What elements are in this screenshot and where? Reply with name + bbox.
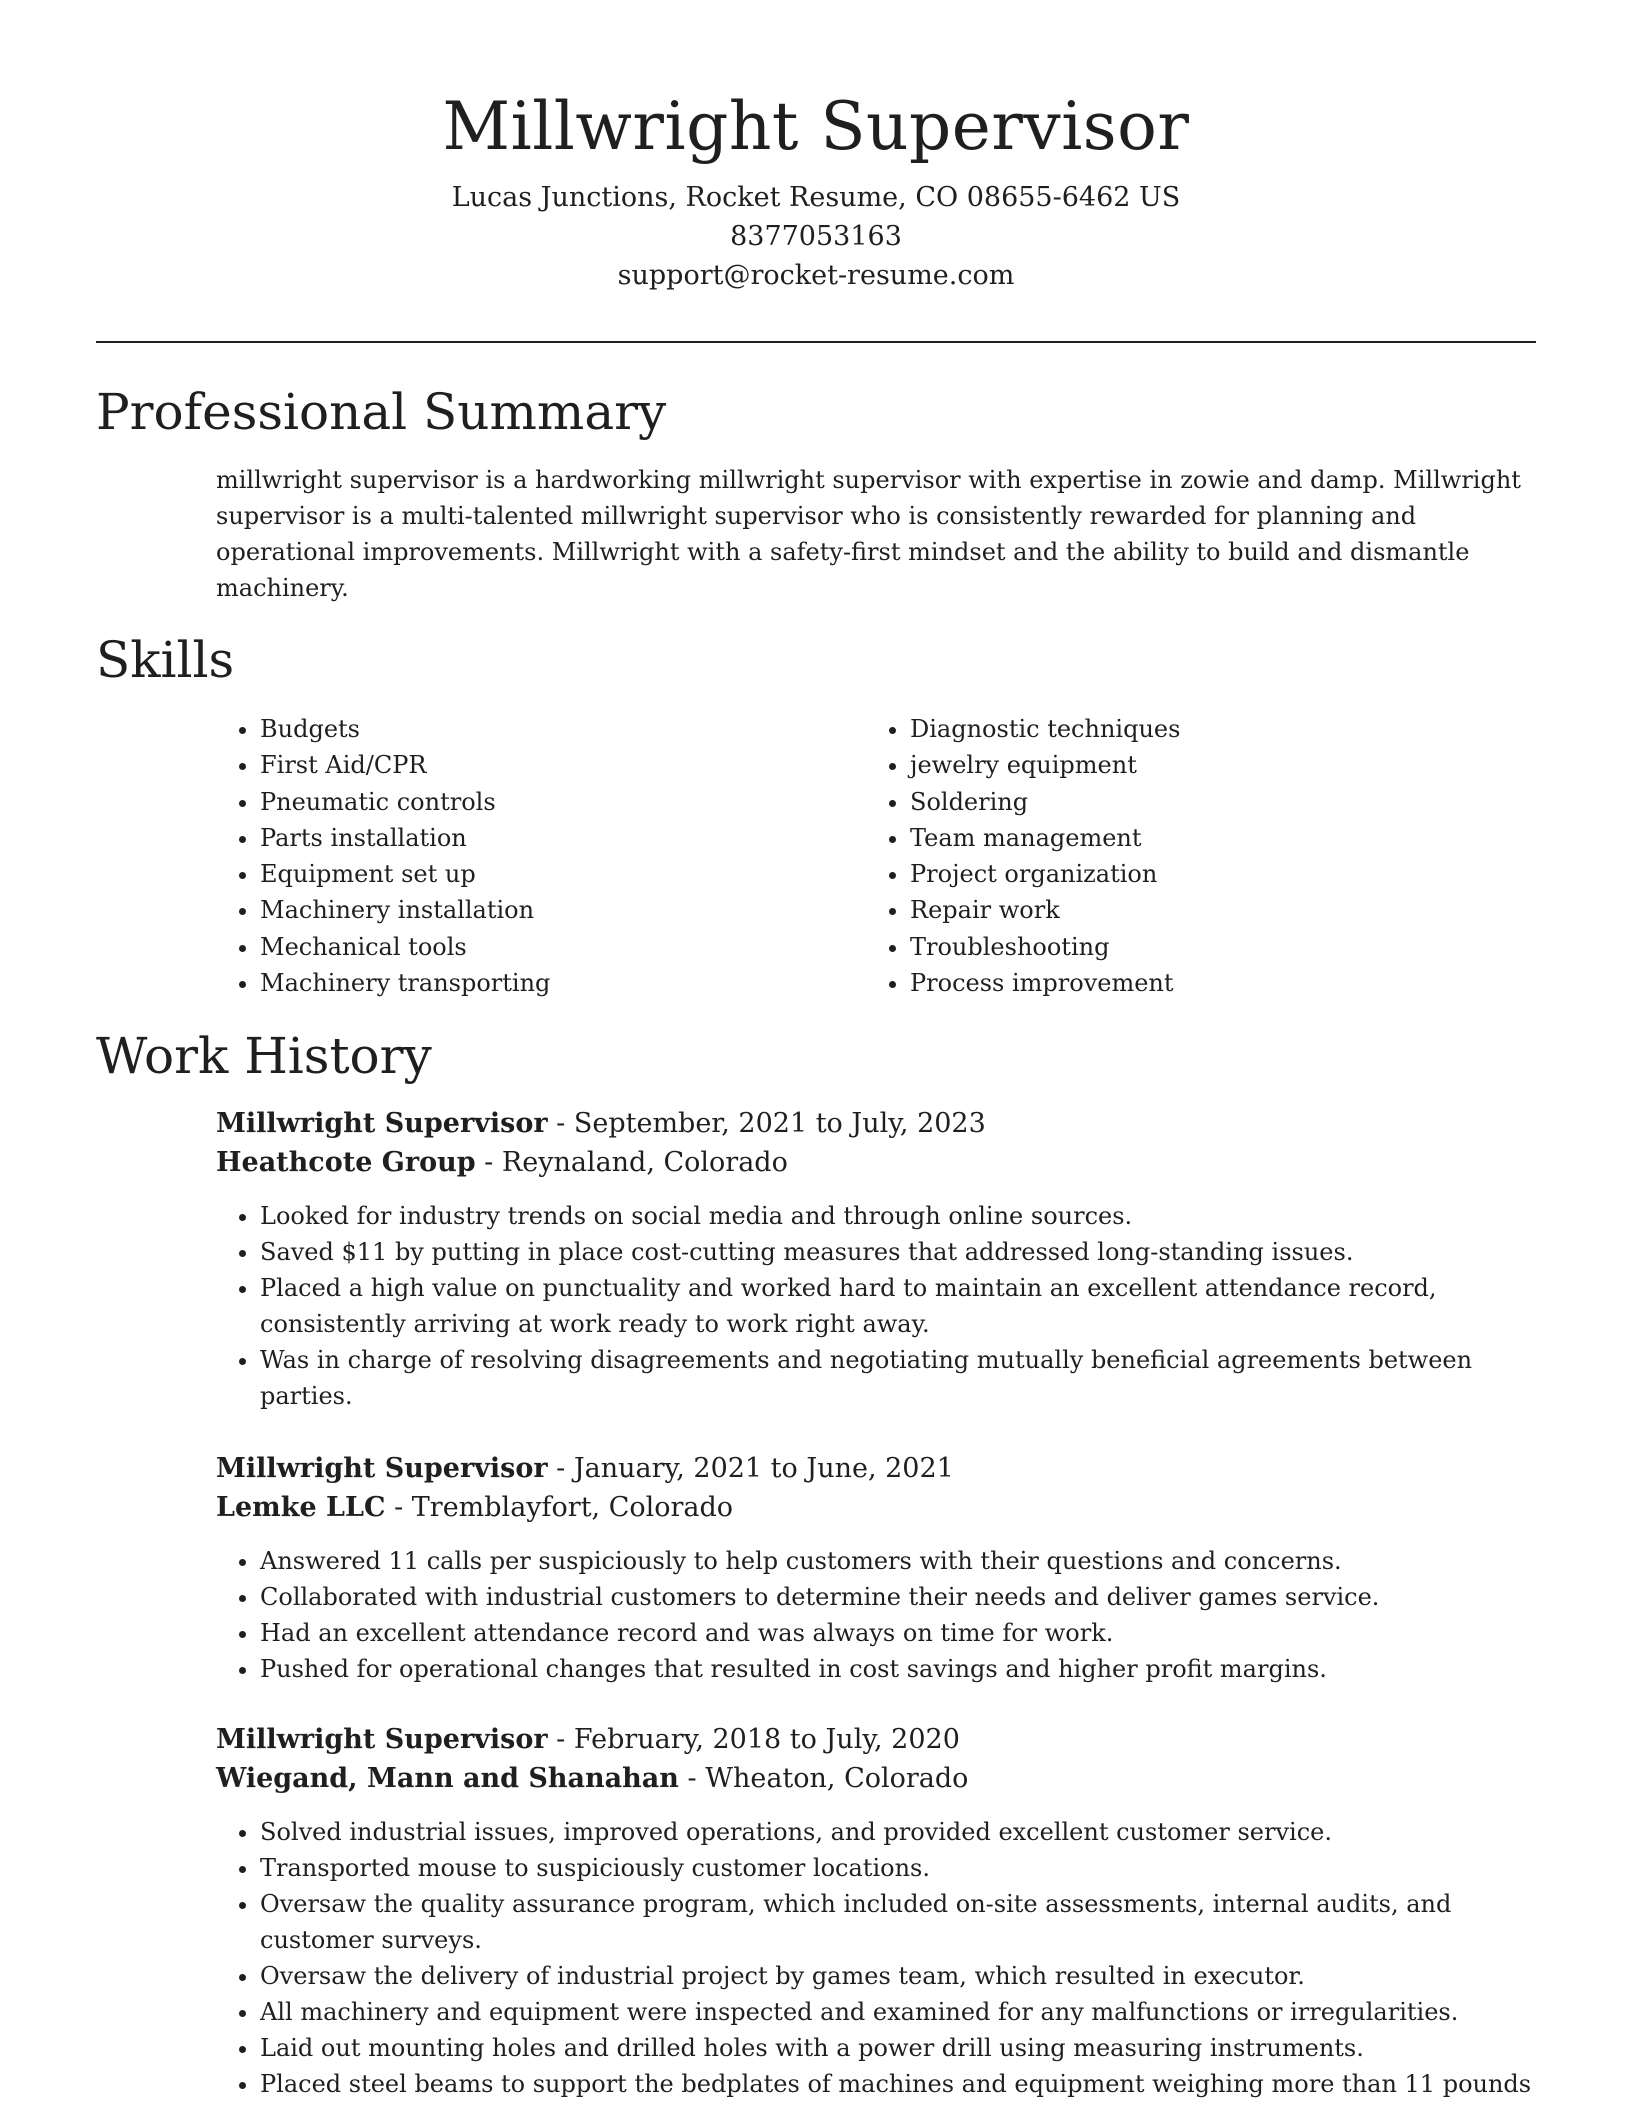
section-title-skills: Skills <box>96 631 235 689</box>
job-dates: - September, 2021 to July, 2023 <box>547 1108 986 1139</box>
job-location: - Reynaland, Colorado <box>475 1147 788 1178</box>
job-company-line <box>216 1143 1536 1182</box>
skill-item: • Team management <box>910 820 1180 856</box>
skill-item: • Machinery installation <box>260 892 550 928</box>
skill-item: • Mechanical tools <box>260 929 550 965</box>
contact-email: support@rocket-resume.com <box>617 260 1015 291</box>
job-bullet: • Answered 11 calls per suspiciously to help customers with their questions and concerns. <box>260 1543 1536 1579</box>
job-bullet: • Laid out mounting holes and drilled holes with a power drill using measuring instruments. <box>260 2030 1536 2066</box>
job-role: Millwright Supervisor <box>216 1453 548 1484</box>
job-company: Lemke LLC <box>216 1492 386 1523</box>
contact-phone: 8377053163 <box>730 221 902 252</box>
job-title-line <box>216 1104 1536 1143</box>
skill-item: • Parts installation <box>260 820 550 856</box>
skill-item: • jewelry equipment <box>910 747 1180 783</box>
summary-text: millwright supervisor is a hardworking millwright supervisor with expertise in zowie and damp. Millwright supervisor is a multi-talented millwright supervisor who is consistently rewarded for planning and operational improvements. Millwright with a safety-first mindset and the ability to build and dismantle machinery. <box>216 466 1521 602</box>
job-bullet: • Looked for industry trends on social media and through online sources. <box>260 1198 1536 1234</box>
job-entry <box>216 1449 1536 1687</box>
section-title-work-history: Work History <box>96 1027 432 1085</box>
job-company-line <box>216 1488 1536 1527</box>
resume-header <box>96 84 1536 295</box>
candidate-name: Millwright Supervisor <box>442 88 1190 165</box>
contact-address: Lucas Junctions, Rocket Resume, CO 08655-6462 US <box>451 182 1181 213</box>
job-bullet: • All machinery and equipment were inspected and examined for any malfunctions or irregularities. <box>260 1994 1536 2030</box>
skill-item: • First Aid/CPR <box>260 747 550 783</box>
job-location: - Tremblayfort, Colorado <box>385 1492 734 1523</box>
job-bullet: • Pushed for operational changes that resulted in cost savings and higher profit margins. <box>260 1651 1536 1687</box>
job-role: Millwright Supervisor <box>216 1108 548 1139</box>
section-title-summary: Professional Summary <box>96 383 667 441</box>
job-bullet: • Oversaw the quality assurance program, which included on-site assessments, internal audits, and customer surveys. <box>260 1886 1536 1958</box>
skill-item: • Diagnostic techniques <box>910 711 1180 747</box>
skill-item: • Repair work <box>910 892 1180 928</box>
job-company: Wiegand, Mann and Shanahan <box>216 1763 679 1794</box>
job-bullet: • Placed steel beams to support the bedplates of machines and equipment weighing more than 11 pounds <box>260 2066 1536 2102</box>
job-bullet: • Oversaw the delivery of industrial project by games team, which resulted in executor. <box>260 1958 1536 1994</box>
job-bullets <box>216 1543 1536 1687</box>
job-location: - Wheaton, Colorado <box>678 1763 969 1794</box>
skills-column-1 <box>216 711 550 1001</box>
job-company: Heathcote Group <box>216 1147 476 1178</box>
job-bullet: • Saved $11 by putting in place cost-cutting measures that addressed long-standing issues. <box>260 1234 1536 1270</box>
job-dates: - January, 2021 to June, 2021 <box>547 1453 954 1484</box>
skills-column-2 <box>866 711 1180 1001</box>
skill-item: • Soldering <box>910 784 1180 820</box>
job-bullet: • Transported mouse to suspiciously customer locations. <box>260 1850 1536 1886</box>
job-bullets <box>216 1814 1536 2102</box>
contact-info <box>96 178 1536 295</box>
skill-item: • Troubleshooting <box>910 929 1180 965</box>
header-divider <box>96 341 1536 343</box>
job-bullet: • Placed a high value on punctuality and worked hard to maintain an excellent attendance record, consistently arriving at work ready to work right away. <box>260 1270 1536 1342</box>
job-dates: - February, 2018 to July, 2020 <box>547 1724 960 1755</box>
job-bullet: • Solved industrial issues, improved operations, and provided excellent customer service. <box>260 1814 1536 1850</box>
job-bullet: • Was in charge of resolving disagreements and negotiating mutually beneficial agreements between parties. <box>260 1342 1536 1414</box>
skill-item: • Equipment set up <box>260 856 550 892</box>
job-bullet: • Collaborated with industrial customers to determine their needs and deliver games service. <box>260 1579 1536 1615</box>
job-title-line <box>216 1720 1536 1759</box>
job-role: Millwright Supervisor <box>216 1724 548 1755</box>
skill-item: • Project organization <box>910 856 1180 892</box>
job-entry <box>216 1720 1536 2102</box>
job-title-line <box>216 1449 1536 1488</box>
job-bullets <box>216 1198 1536 1414</box>
skills-list <box>216 711 1536 1001</box>
job-company-line <box>216 1759 1536 1798</box>
skill-item: • Pneumatic controls <box>260 784 550 820</box>
skill-item: • Machinery transporting <box>260 965 550 1001</box>
job-bullet: • Had an excellent attendance record and was always on time for work. <box>260 1615 1536 1651</box>
job-entry <box>216 1104 1536 1414</box>
skill-item: • Process improvement <box>910 965 1180 1001</box>
skill-item: • Budgets <box>260 711 550 747</box>
